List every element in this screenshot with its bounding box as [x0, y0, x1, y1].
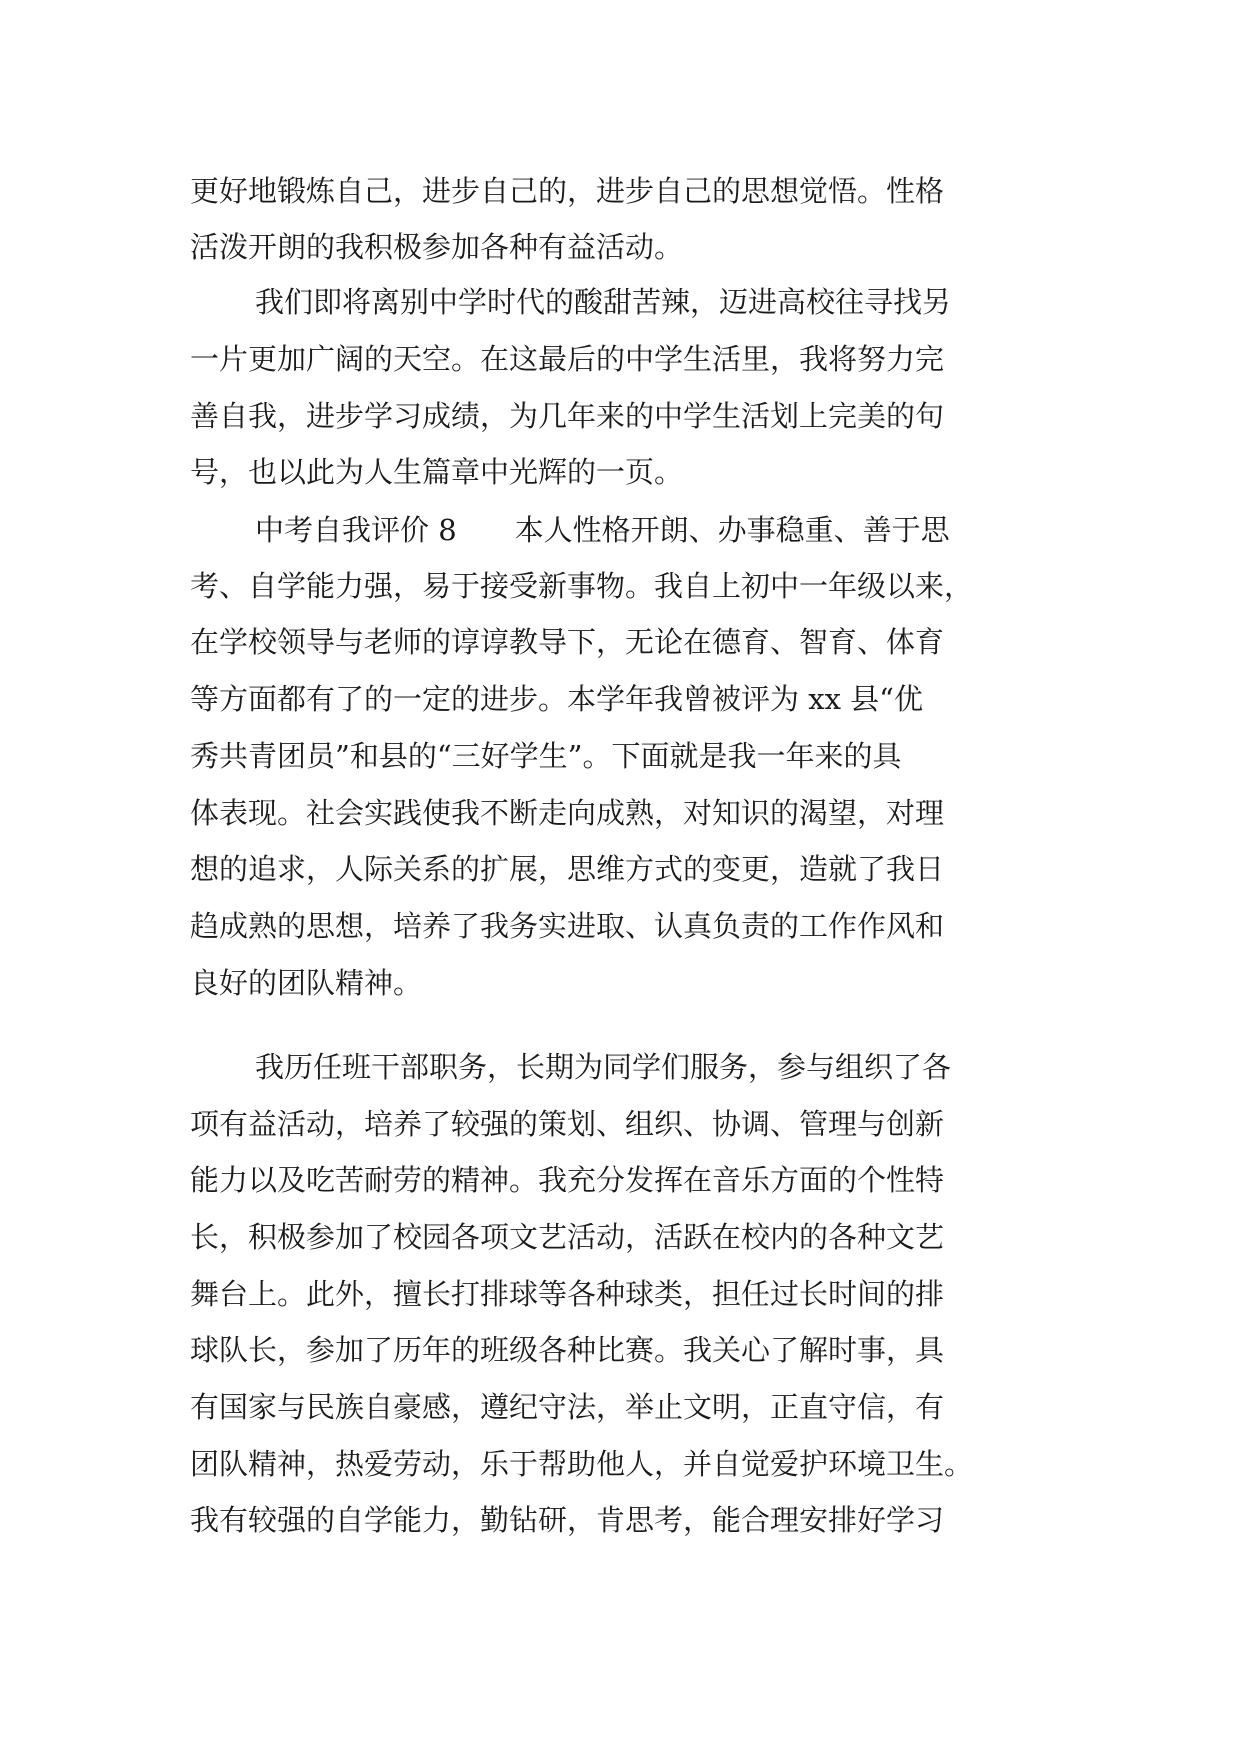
line-text: 趋成熟的思想，培养了我务实进取、认真负责的工作作风和 — [190, 909, 945, 943]
line-text: 项有益活动，培养了较强的策划、组织、协调、管理与创新 — [190, 1107, 945, 1141]
text-line — [0, 1435, 1241, 1493]
text-line — [0, 443, 1241, 501]
text-line — [0, 840, 1241, 898]
line-text: 号，也以此为人生篇章中光辉的一页。 — [190, 455, 684, 489]
text-line — [0, 897, 1241, 955]
line-text: 中考自我评价 8 本人性格开朗、办事稳重、善于思 — [255, 513, 950, 547]
line-text: 在学校领导与老师的谆谆教导下，无论在德育、智育、体育 — [190, 625, 945, 659]
text-line — [0, 1491, 1241, 1549]
text-line — [0, 1321, 1241, 1379]
text-line — [0, 273, 1241, 331]
line-text: 善自我，进步学习成绩，为几年来的中学生活划上完美的句 — [190, 399, 945, 433]
text-line — [0, 784, 1241, 842]
text-line — [0, 218, 1241, 276]
text-line — [0, 557, 1241, 615]
line-text: 等方面都有了的一定的进步。本学年我曾被评为 xx 县“优 — [190, 682, 923, 716]
text-line — [0, 670, 1241, 728]
line-text: 良好的团队精神。 — [190, 966, 423, 1000]
text-line — [0, 613, 1241, 671]
line-text: 想的追求，人际关系的扩展，思维方式的变更，造就了我日 — [190, 852, 945, 886]
text-line — [0, 162, 1241, 220]
text-line — [0, 387, 1241, 445]
text-line — [0, 330, 1241, 388]
text-line — [0, 1378, 1241, 1436]
text-line — [0, 727, 1241, 785]
line-text: 更好地锻炼自己，进步自己的，进步自己的思想觉悟。性格 — [190, 174, 945, 208]
text-line — [0, 1038, 1241, 1096]
line-text: 球队长，参加了历年的班级各种比赛。我关心了解时事，具 — [190, 1333, 945, 1367]
line-text: 团队精神，热爱劳动，乐于帮助他人，并自觉爱护环境卫生。 — [190, 1447, 974, 1481]
line-text: 一片更加广阔的天空。在这最后的中学生活里，我将努力完 — [190, 342, 945, 376]
text-line — [0, 1095, 1241, 1153]
line-text: 活泼开朗的我积极参加各种有益活动。 — [190, 230, 684, 264]
text-line — [0, 501, 1241, 559]
line-text: 体表现。社会实践使我不断走向成熟，对知识的渴望，对理 — [190, 796, 945, 830]
line-text: 能力以及吃苦耐劳的精神。我充分发挥在音乐方面的个性特 — [190, 1163, 945, 1197]
line-text: 考、自学能力强，易于接受新事物。我自上初中一年级以来， — [190, 569, 974, 603]
line-text: 秀共青团员”和县的“三好学生”。下面就是我一年来的具 — [190, 739, 902, 773]
line-text: 舞台上。此外，擅长打排球等各种球类，担任过长时间的排 — [190, 1277, 945, 1311]
line-text: 我历任班干部职务，长期为同学们服务，参与组织了各 — [255, 1050, 952, 1084]
line-text: 有国家与民族自豪感，遵纪守法，举止文明，正直守信，有 — [190, 1390, 945, 1424]
text-line — [0, 1265, 1241, 1323]
text-line — [0, 1151, 1241, 1209]
text-line — [0, 954, 1241, 1012]
line-text: 我们即将离别中学时代的酸甜苦辣，迈进高校往寻找另 — [255, 285, 952, 319]
text-line — [0, 1208, 1241, 1266]
line-text: 长，积极参加了校园各项文艺活动，活跃在校内的各种文艺 — [190, 1220, 945, 1254]
line-text: 我有较强的自学能力，勤钻研，肯思考，能合理安排好学习 — [190, 1503, 945, 1537]
